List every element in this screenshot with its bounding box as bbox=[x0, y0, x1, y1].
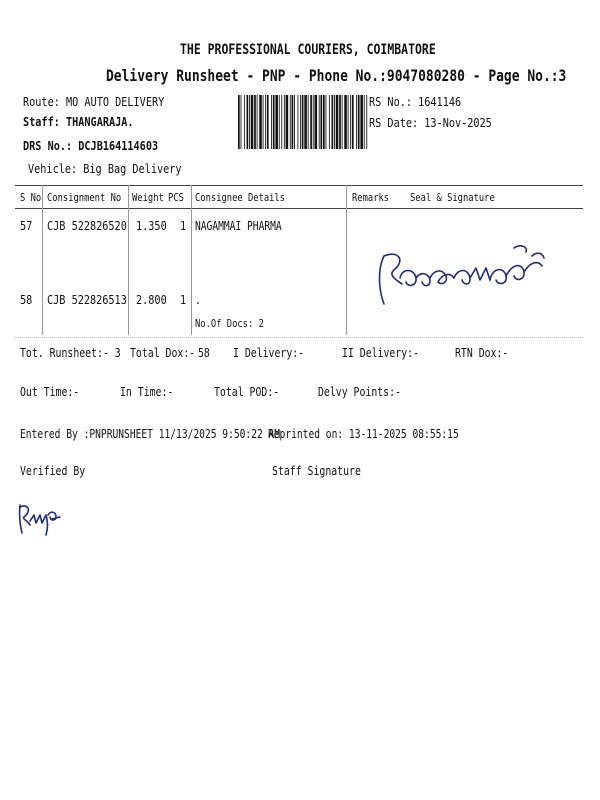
runsheet-subtitle: Delivery Runsheet - PNP - Phone No.:9047080280 - Page No.:3 bbox=[106, 66, 567, 85]
ii-delivery: II Delivery:- bbox=[342, 346, 420, 360]
entered-by: Entered By :PNPRUNSHEET 11/13/2025 9:50:22 AM bbox=[20, 427, 281, 441]
row-sno: 58 bbox=[20, 293, 33, 307]
reprinted-on: Reprinted on: 13-11-2025 08:55:15 bbox=[268, 427, 459, 441]
barcode-image bbox=[238, 95, 368, 149]
col-divider bbox=[128, 185, 129, 335]
row-weight: 2.800 bbox=[136, 293, 167, 307]
row-consignee: NAGAMMAI PHARMA bbox=[195, 219, 282, 233]
rs-number: RS No.: 1641146 bbox=[369, 95, 462, 109]
staff-label: Staff: THANGARAJA. bbox=[23, 115, 134, 129]
total-dox-value: 58 bbox=[198, 346, 210, 360]
rtn-dox: RTN Dox:- bbox=[455, 346, 509, 360]
total-dox-label: Total Dox:- bbox=[130, 346, 196, 360]
table-header-rule bbox=[15, 208, 583, 209]
row-consignee: . bbox=[195, 293, 201, 307]
delvy-points: Delvy Points:- bbox=[318, 385, 401, 399]
drs-number: DRS No.: DCJB164114603 bbox=[23, 139, 159, 153]
staff-signature-label: Staff Signature bbox=[272, 464, 361, 478]
i-delivery: I Delivery:- bbox=[233, 346, 305, 360]
row-consignment: CJB 522826513 bbox=[47, 293, 127, 307]
header-sno: S No bbox=[20, 191, 42, 204]
vehicle-label: Vehicle: Big Bag Delivery bbox=[28, 162, 182, 176]
rs-date: RS Date: 13-Nov-2025 bbox=[369, 116, 492, 130]
consignee-signature-image bbox=[372, 238, 554, 310]
out-time: Out Time:- bbox=[20, 385, 80, 399]
header-weight: Weight bbox=[132, 191, 164, 204]
docs-count: No.Of Docs: 2 bbox=[195, 317, 264, 330]
row-sno: 57 bbox=[20, 219, 33, 233]
total-pod: Total POD:- bbox=[214, 385, 280, 399]
company-title: THE PROFESSIONAL COURIERS, COIMBATORE bbox=[180, 42, 436, 58]
tot-runsheet: Tot. Runsheet:- 3 bbox=[20, 346, 121, 360]
verifier-signature-image bbox=[16, 497, 66, 541]
in-time: In Time:- bbox=[120, 385, 174, 399]
col-divider bbox=[42, 185, 43, 335]
row-consignment: CJB 522826520 bbox=[47, 219, 127, 233]
header-consignment: Consignment No bbox=[47, 191, 122, 204]
row-pcs: 1 bbox=[180, 219, 187, 233]
header-consignee: Consignee Details bbox=[195, 191, 286, 204]
row-weight: 1.350 bbox=[136, 219, 167, 233]
header-pcs: PCS bbox=[168, 191, 184, 204]
col-divider bbox=[346, 185, 347, 335]
route-label: Route: MO AUTO DELIVERY bbox=[23, 95, 165, 109]
header-seal: Seal & Signature bbox=[410, 191, 495, 204]
verified-by: Verified By bbox=[20, 464, 86, 478]
table-bottom-rule bbox=[15, 337, 583, 338]
table-top-rule bbox=[15, 185, 583, 186]
col-divider bbox=[191, 185, 192, 335]
header-remarks: Remarks bbox=[352, 191, 390, 204]
row-pcs: 1 bbox=[180, 293, 187, 307]
